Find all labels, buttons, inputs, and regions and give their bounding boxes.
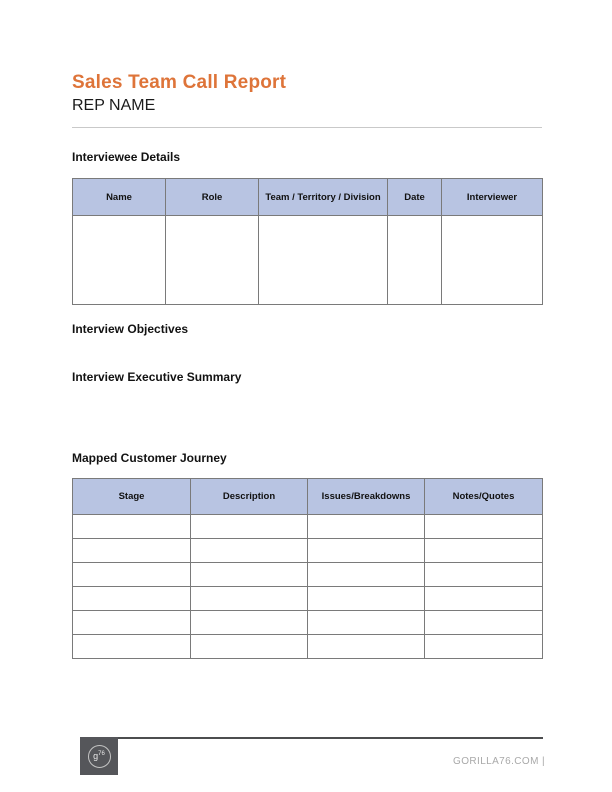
table-cell <box>73 635 191 659</box>
table-cell <box>308 539 425 563</box>
table-cell <box>388 216 442 305</box>
logo-text-sup: 76 <box>98 751 105 757</box>
table-cell <box>191 611 308 635</box>
table-row <box>73 611 543 635</box>
table-cell <box>425 587 543 611</box>
table-cell <box>73 539 191 563</box>
table-cell <box>425 611 543 635</box>
table-row <box>73 635 543 659</box>
interviewee-details-table <box>72 178 543 305</box>
table-cell <box>166 216 259 305</box>
table-row <box>73 216 543 305</box>
column-header: Interviewer <box>442 179 543 216</box>
table-cell <box>73 611 191 635</box>
column-header: Role <box>166 179 259 216</box>
table-cell <box>308 563 425 587</box>
section-heading-interview-objectives: Interview Objectives <box>72 322 189 336</box>
table-cell <box>308 587 425 611</box>
table-cell <box>308 635 425 659</box>
column-header: Team / Territory / Division <box>259 179 388 216</box>
table-cell <box>191 587 308 611</box>
section-heading-mapped-customer-journey: Mapped Customer Journey <box>72 451 227 465</box>
column-header: Description <box>191 479 308 515</box>
logo-text: g <box>93 750 99 761</box>
gorilla76-logo <box>80 737 118 775</box>
footer-website-text: GORILLA76.COM | <box>453 756 545 767</box>
table-cell <box>191 563 308 587</box>
table-row <box>73 587 543 611</box>
column-header: Name <box>73 179 166 216</box>
rep-name: REP NAME <box>72 97 156 114</box>
table-cell <box>73 587 191 611</box>
table-cell <box>308 515 425 539</box>
table-cell <box>73 515 191 539</box>
table-cell <box>425 635 543 659</box>
table-cell <box>73 216 166 305</box>
column-header: Stage <box>73 479 191 515</box>
table-cell <box>425 515 543 539</box>
table-cell <box>442 216 543 305</box>
column-header: Notes/Quotes <box>425 479 543 515</box>
table-cell <box>259 216 388 305</box>
table-cell <box>191 635 308 659</box>
table-cell <box>73 563 191 587</box>
table-row <box>73 539 543 563</box>
footer-divider <box>118 737 543 739</box>
table-row <box>73 563 543 587</box>
table-cell <box>191 515 308 539</box>
customer-journey-table <box>72 478 543 659</box>
document-title: Sales Team Call Report <box>72 72 287 93</box>
gorilla76-logo-circle <box>88 745 111 768</box>
column-header: Date <box>388 179 442 216</box>
table-cell <box>425 563 543 587</box>
column-header: Issues/Breakdowns <box>308 479 425 515</box>
table-cell <box>191 539 308 563</box>
table-cell <box>425 539 543 563</box>
table-row <box>73 515 543 539</box>
header-divider <box>72 127 542 128</box>
table-cell <box>308 611 425 635</box>
section-heading-interviewee-details: Interviewee Details <box>72 150 181 164</box>
section-heading-interview-executive-summary: Interview Executive Summary <box>72 370 242 384</box>
